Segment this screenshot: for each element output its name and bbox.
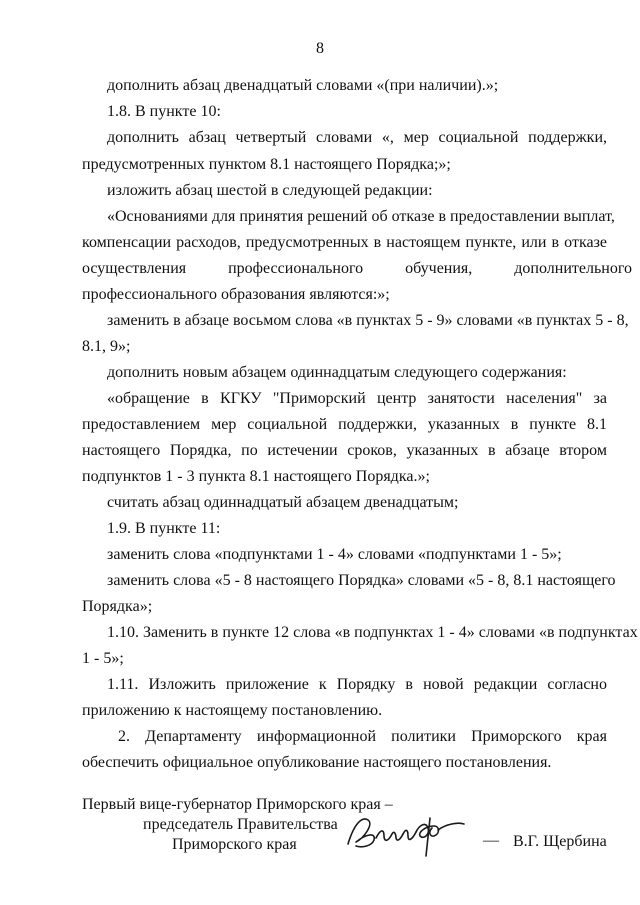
text-line: дополнить абзац четвертый словами «, мер социальной поддержки, bbox=[107, 129, 607, 146]
text-line: «обращение в КГКУ "Приморский центр занятости населения" за bbox=[107, 390, 607, 407]
text-line: предоставлением мер социальной поддержки, указанных в пункте 8.1 bbox=[82, 416, 607, 433]
text-line: приложению к настоящему постановлению. bbox=[82, 702, 383, 719]
page-number: 8 bbox=[316, 40, 324, 57]
signatory-name: В.Г. Щербина bbox=[513, 833, 607, 850]
text-line: 1 - 5»; bbox=[82, 650, 124, 667]
text-line: предусмотренных пунктом 8.1 настоящего Порядка;»; bbox=[82, 156, 451, 173]
text-line: осуществления профессионального обучения, дополнительного bbox=[82, 260, 632, 277]
text-line: обеспечить официальное опубликование настоящего постановления. bbox=[82, 754, 552, 771]
text-line: «Основаниями для принятия решений об отказе в предоставлении выплат, bbox=[107, 208, 615, 225]
text-line: подпунктов 1 - 3 пункта 8.1 настоящего Порядка.»; bbox=[82, 468, 430, 485]
text-line: дополнить абзац двенадцатый словами «(при наличии).»; bbox=[107, 77, 499, 94]
signatory-title-line1: Первый вице-губернатор Приморского края – bbox=[82, 796, 393, 813]
text-line: заменить слова «подпунктами 1 - 4» словами «подпунктами 1 - 5»; bbox=[107, 546, 562, 563]
text-line: 8.1, 9»; bbox=[82, 338, 131, 355]
signatory-title-line3: Приморского края bbox=[172, 836, 297, 853]
text-line: 1.10. Заменить в пункте 12 слова «в подпунктах 1 - 4» словами «в подпунктах bbox=[107, 624, 638, 641]
text-line: 1.8. В пункте 10: bbox=[107, 103, 221, 120]
text-line: заменить слова «5 - 8 настоящего Порядка» словами «5 - 8, 8.1 настоящего bbox=[107, 572, 616, 589]
text-line: заменить в абзаце восьмом слова «в пунктах 5 - 9» словами «в пунктах 5 - 8, bbox=[107, 312, 629, 329]
text-line: компенсации расходов, предусмотренных в настоящем пункте, или в отказе bbox=[82, 234, 607, 251]
signatory-title-line2: председатель Правительства bbox=[143, 816, 338, 833]
handwritten-signature bbox=[340, 804, 475, 864]
text-line: изложить абзац шестой в следующей редакции: bbox=[107, 182, 433, 199]
text-line: Порядка»; bbox=[82, 598, 153, 615]
text-line: профессионального образования являются:»; bbox=[82, 286, 390, 303]
text-line: настоящего Порядка, по истечении сроков, указанных в абзаце втором bbox=[82, 442, 607, 459]
text-line: дополнить новым абзацем одиннадцатым следующего содержания: bbox=[107, 364, 567, 381]
text-line: считать абзац одиннадцатый абзацем двенадцатым; bbox=[107, 494, 459, 511]
signature-dash: — bbox=[483, 832, 499, 849]
text-line: 1.9. В пункте 11: bbox=[107, 520, 221, 537]
text-line: 2. Департаменту информационной политики Приморского края bbox=[118, 728, 607, 745]
text-line: 1.11. Изложить приложение к Порядку в новой редакции согласно bbox=[107, 676, 607, 693]
